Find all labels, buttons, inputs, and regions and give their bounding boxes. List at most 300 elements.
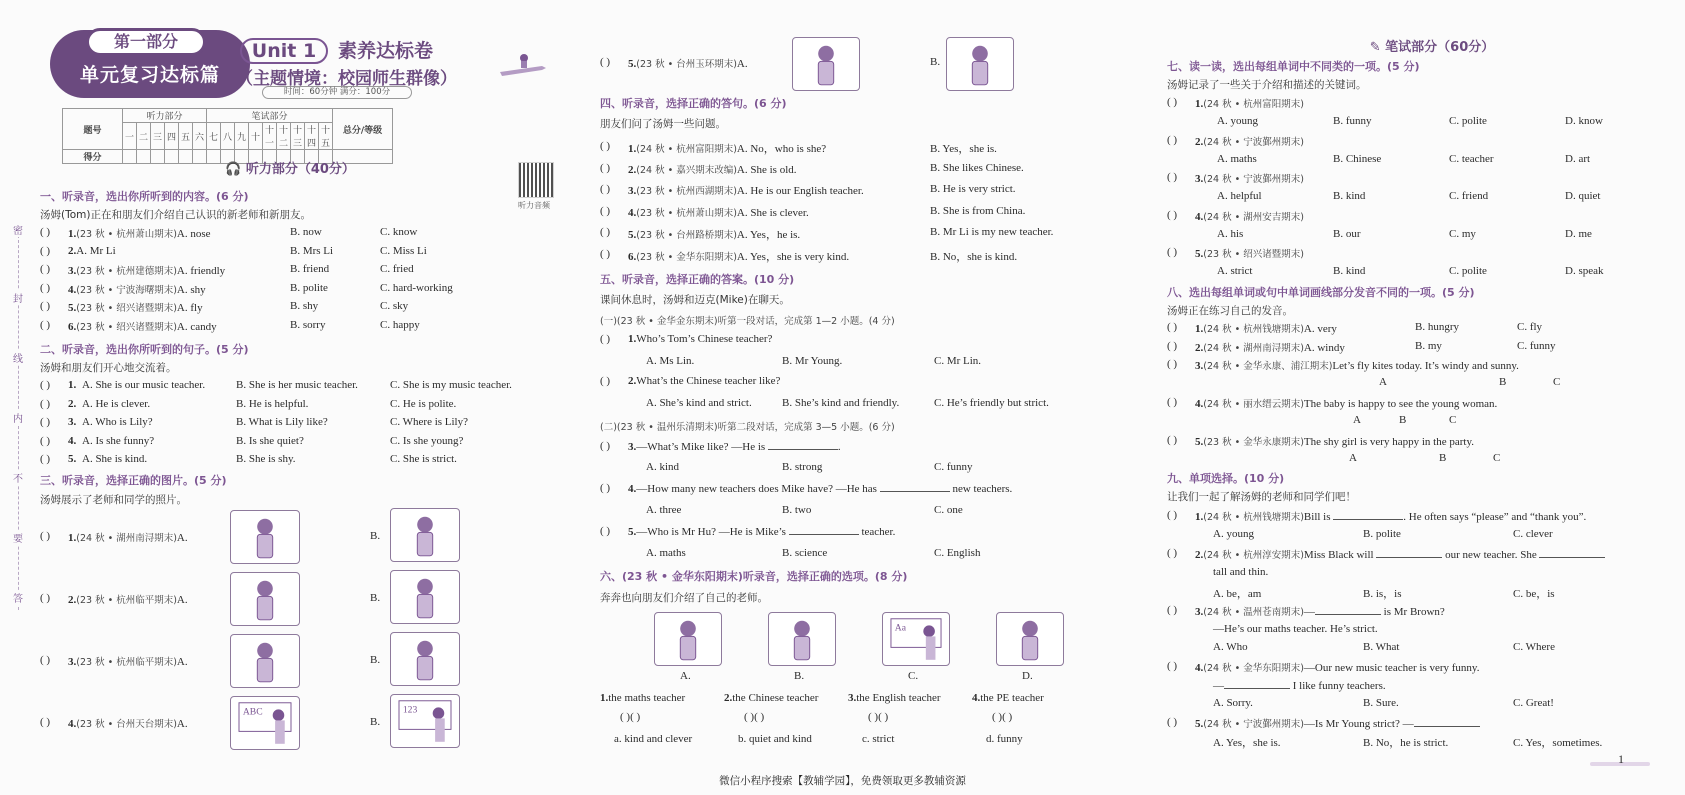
teacher-item <box>972 692 1044 704</box>
section-1-title: 一、听录音，选出你所听到的内容。(6 分) <box>40 190 249 203</box>
item-number: 1. <box>600 692 609 704</box>
answer-blank[interactable]: ( ) <box>1167 547 1178 559</box>
section-4-title: 四、听录音，选择正确的答句。(6 分) <box>600 97 787 110</box>
section-1-intro: 汤姆(Tom)正在和朋友们介绍自己认识的新老师和新朋友。 <box>40 209 311 221</box>
option-a: A. Is she funny? <box>82 434 155 447</box>
question-number: 5. <box>68 453 77 465</box>
option-b: B. Sure. <box>1363 697 1399 709</box>
picture-label: A. <box>680 670 691 682</box>
question-number: 2. <box>1195 342 1204 354</box>
option-b: B. science <box>782 547 828 559</box>
question-number-group <box>628 375 780 387</box>
option-a: A. young <box>1217 115 1258 127</box>
question-number-group <box>628 183 864 197</box>
question-source: (23 秋 • 台州路桥期末) <box>636 230 737 241</box>
two-kids-with-ideas-picture[interactable] <box>230 634 300 688</box>
question-source: (23 秋 • 杭州建德期末) <box>76 266 177 277</box>
marker-a: A <box>1353 414 1361 426</box>
answer-blank[interactable]: ( ) <box>600 333 611 345</box>
question-source: (23 秋 • 台州玉环期末) <box>636 59 737 70</box>
question-source: (24 秋 • 杭州富阳期末) <box>636 144 737 155</box>
question-number: 1. <box>1195 511 1204 523</box>
teacher-abc-blackboard-picture[interactable] <box>230 696 300 750</box>
answer-blank[interactable]: ( ) <box>40 300 51 312</box>
answer-blank[interactable]: ( ) <box>600 375 611 387</box>
answer-blank[interactable]: ( ) <box>1167 246 1178 258</box>
answer-blank[interactable]: ( ) <box>40 434 51 447</box>
question-source: (23 秋 • 绍兴诸暨期末) <box>76 303 177 314</box>
answer-blanks[interactable]: ( )( ) <box>868 711 889 723</box>
question-number: 5. <box>1195 436 1204 448</box>
qr-code[interactable] <box>518 162 554 198</box>
section-2-title: 二、听录音，选出你所听到的句子。(5 分) <box>40 343 249 356</box>
fill-blank[interactable] <box>1333 510 1403 520</box>
option-a[interactable]: A. very <box>1303 323 1337 335</box>
question-text: —Our new music teacher is very funny. <box>1303 662 1480 674</box>
woman-at-board-aa-picture[interactable] <box>882 612 950 666</box>
option-a: A. She is kind. <box>82 453 148 465</box>
answer-blank[interactable]: ( ) <box>1167 96 1178 108</box>
option-b: B. sorry <box>290 318 326 331</box>
answer-blank[interactable]: ( ) <box>600 525 611 537</box>
option-b: B. funny <box>1333 115 1372 127</box>
answer-blank[interactable]: ( ) <box>1167 340 1178 352</box>
option-b: B. No，she is kind. <box>930 250 1018 263</box>
question-source: (24 秋 • 丽水缙云期末) <box>1203 399 1304 410</box>
option-c: C. teacher <box>1449 152 1494 165</box>
option-b-label: B. <box>370 654 381 666</box>
fill-blank[interactable] <box>1315 605 1381 615</box>
teacher-item <box>724 692 818 704</box>
section-5-title: 五、听录音，选择正确的答案。(10 分) <box>600 273 795 286</box>
marker-c: C <box>1493 452 1501 464</box>
fill-blank[interactable] <box>1224 679 1290 689</box>
man-with-glasses-picture[interactable] <box>946 37 1014 91</box>
question-number-group <box>1195 396 1497 410</box>
option-b: B. She’s kind and friendly. <box>782 397 900 409</box>
answer-blank[interactable]: ( ) <box>1167 604 1178 616</box>
question-number-group <box>1195 321 1337 335</box>
option-a: A. Who is Lily? <box>82 416 153 428</box>
option-a[interactable]: A. friendly <box>176 265 226 277</box>
option-b: B. Mr Li is my new teacher. <box>930 226 1054 238</box>
answer-blank[interactable]: ( ) <box>600 140 611 152</box>
question-number-group <box>68 226 211 240</box>
total-header: 总分/等级 <box>333 109 393 150</box>
question-number-group <box>68 716 188 730</box>
option-c: C. English <box>934 547 981 559</box>
answer-blank[interactable]: ( ) <box>1167 396 1178 408</box>
option-b: B. polite <box>1363 528 1401 540</box>
question-number-group <box>628 248 849 264</box>
margin-char: 线 <box>13 350 23 365</box>
question-number-group <box>68 282 206 296</box>
question-number-group <box>1195 358 1519 372</box>
question-number: 2. <box>628 163 637 176</box>
listening-banner <box>140 158 440 176</box>
listening-group-header: 听力部分 <box>123 109 207 123</box>
fill-blank[interactable] <box>789 525 859 535</box>
answer-blank[interactable]: ( ) <box>600 247 611 260</box>
choice-description: c. strict <box>862 733 895 745</box>
answer-blank[interactable]: ( ) <box>40 263 51 275</box>
option-b: B. He is helpful. <box>236 397 309 410</box>
option-c: C. funny <box>1517 340 1556 352</box>
qr-label: 听力音频 <box>518 201 550 210</box>
option-c: C. polite <box>1449 265 1487 277</box>
picture-label: D. <box>1022 670 1033 682</box>
question-number: 3. <box>628 441 637 453</box>
question-text: —How many new teachers does Mike have? —He has <box>636 483 880 495</box>
answer-blank[interactable]: ( ) <box>600 226 611 238</box>
option-a[interactable]: A. She is old. <box>736 163 797 176</box>
question-text: Bill is <box>1303 511 1334 523</box>
option-c: C. Mr Lin. <box>934 355 982 367</box>
question-number-group <box>628 482 1012 495</box>
item-text: the PE teacher <box>980 692 1044 704</box>
question-text: —Who is Mr Hu? —He is Mike’s <box>636 526 789 538</box>
answer-blanks[interactable]: ( )( ) <box>620 711 641 723</box>
answer-blank[interactable]: ( ) <box>1167 171 1178 183</box>
teacher-and-student-bowing-picture[interactable] <box>390 632 460 686</box>
question-number-group <box>68 654 188 668</box>
boy-standing-picture[interactable] <box>768 612 836 666</box>
question-number-group <box>628 525 895 538</box>
question-number: 4. <box>1195 662 1204 674</box>
answer-blank[interactable]: ( ) <box>600 161 611 174</box>
answer-blank[interactable]: ( ) <box>1167 660 1178 672</box>
question-number-group <box>68 379 76 391</box>
question-text: Who’s Tom’s Chinese teacher? <box>636 333 773 345</box>
answer-blank[interactable]: ( ) <box>1167 358 1178 370</box>
kid-on-pencil-icon <box>498 52 548 78</box>
question-source: (23 秋 • 绍兴诸暨期末) <box>76 321 177 333</box>
col-number: 十五 <box>319 123 333 150</box>
option-b: B. What <box>1363 641 1400 653</box>
question-number-group <box>68 245 116 257</box>
question-number-group <box>1195 716 1480 730</box>
option-a[interactable]: A. nose <box>176 228 211 240</box>
question-number: 3. <box>1195 360 1204 372</box>
option-b: B. What is Lily like? <box>236 416 328 428</box>
question-number: 5. <box>628 229 637 241</box>
option-c: C. fly <box>1517 321 1543 333</box>
question-number-group <box>1195 547 1605 561</box>
marker-b: B <box>1399 414 1407 426</box>
option-a[interactable]: A. He is our English teacher. <box>736 185 864 197</box>
option-a: A. strict <box>1217 265 1253 277</box>
question-number: 1. <box>628 143 637 155</box>
option-c: C. my <box>1449 227 1476 240</box>
option-c: C. Where is Lily? <box>390 416 468 428</box>
answer-blank[interactable]: ( ) <box>40 379 51 391</box>
question-number: 4. <box>68 718 77 730</box>
option-b: B. two <box>782 504 812 516</box>
option-b: B. He is very strict. <box>930 183 1016 195</box>
col-number: 四 <box>165 123 179 150</box>
option-c: C. one <box>934 504 963 516</box>
col-number: 五 <box>179 123 193 150</box>
answer-blank[interactable]: ( ) <box>40 226 51 238</box>
sentence: The shy girl is very happy in the party. <box>1303 436 1474 448</box>
answer-blank[interactable]: ( ) <box>600 56 611 68</box>
score-table <box>62 108 393 164</box>
question-source: (24 秋 • 杭州淳安期末) <box>1203 550 1304 561</box>
question-number: 4. <box>1195 398 1204 410</box>
score-cell[interactable] <box>123 150 137 164</box>
question-text-end: new teachers. <box>949 483 1013 495</box>
option-a[interactable]: A. Yes，she is very kind. <box>736 250 850 263</box>
question-number: 4. <box>68 283 77 296</box>
question-source: (23 秋 • 杭州临平期末) <box>76 595 177 606</box>
teacher-123-blackboard-picture[interactable] <box>390 694 460 748</box>
answer-blank[interactable]: ( ) <box>40 318 51 331</box>
fill-blank[interactable] <box>1376 548 1442 558</box>
question-number: 5. <box>1195 718 1204 730</box>
question-number: 6. <box>628 250 637 263</box>
question-source: (24 秋 • 湖州安吉期末) <box>1203 211 1304 223</box>
question-number: 1. <box>68 228 77 240</box>
svg-text:Aa: Aa <box>894 622 907 634</box>
question-source: (24 秋 • 宁波鄞州期末) <box>1203 719 1304 730</box>
option-a-label: A. <box>176 718 188 730</box>
col-number: 三 <box>151 123 165 150</box>
answer-blank[interactable]: ( ) <box>600 482 611 494</box>
pencil-icon: ✎ <box>1369 40 1386 55</box>
question-number: 2. <box>68 244 77 257</box>
question-text-end: teacher. <box>858 526 896 538</box>
question-number-group <box>1195 340 1345 354</box>
teacher-helping-boy-picture[interactable] <box>230 572 300 626</box>
question-number: 6. <box>68 320 77 333</box>
old-man-with-cane-picture[interactable] <box>792 37 860 91</box>
option-a[interactable]: A. windy <box>1303 342 1345 354</box>
column-2 <box>600 0 1120 795</box>
question-source: (24 秋 • 杭州钱塘期末) <box>1203 324 1304 335</box>
option-a[interactable]: A. shy <box>176 283 206 296</box>
response-text: —He’s our maths teacher. He’s strict. <box>1213 623 1378 635</box>
section-8-title: 八、选出每组单词或句中单词画线部分发音不同的一项。(5 分) <box>1167 286 1475 299</box>
answer-blank[interactable]: ( ) <box>40 592 51 604</box>
answer-blank[interactable]: ( ) <box>40 416 51 428</box>
question-number: 4. <box>628 206 637 219</box>
question-text: What’s the Chinese teacher like? <box>636 375 781 387</box>
section-6-title: 六、(23 秋 • 金华东阳期末)听录音，选择正确的选项。(8 分) <box>600 570 908 583</box>
col-number: 十 <box>249 123 263 150</box>
option-a-label: A. <box>176 656 188 668</box>
answer-blank[interactable]: ( ) <box>40 716 51 728</box>
option-b: B. hungry <box>1415 321 1459 333</box>
option-a[interactable]: A. Yes，he is. <box>736 229 801 241</box>
question-text: —What’s Mike like? —He is <box>636 441 768 453</box>
option-a: A. maths <box>646 547 686 559</box>
option-b: B. Chinese <box>1333 152 1382 165</box>
question-number-group <box>1195 434 1474 448</box>
option-b-label: B. <box>930 56 941 68</box>
section-5-part-1: (一)(23 秋 • 金华金东期末)听第一段对话，完成第 1—2 小题。(4 分) <box>600 316 895 327</box>
answer-blanks[interactable]: ( )( ) <box>744 711 765 723</box>
question-number-group <box>1195 604 1445 618</box>
answer-blank[interactable]: ( ) <box>600 440 611 452</box>
question-number-group <box>68 435 76 447</box>
option-d: D. quiet <box>1565 190 1601 202</box>
fill-blank[interactable] <box>880 482 950 492</box>
question-number: 1. <box>68 532 77 544</box>
option-b-label: B. <box>370 716 381 728</box>
col-number: 六 <box>193 123 207 150</box>
answer-blank[interactable]: ( ) <box>600 204 611 217</box>
question-text-end: is Mr Brown? <box>1380 606 1445 618</box>
answer-blank[interactable]: ( ) <box>40 397 51 410</box>
section-3-intro: 汤姆展示了老师和同学的照片。 <box>40 494 187 506</box>
page-subtitle: （主题情境：校园师生群像） <box>236 69 457 89</box>
question-source: (24 秋 • 温州苍南期末) <box>1203 607 1304 618</box>
option-d: D. know <box>1565 115 1603 127</box>
option-b: B. kind <box>1333 265 1366 277</box>
time-score-info: 时间：60分钟 满分：100分 <box>262 86 412 99</box>
fill-blank[interactable] <box>1414 717 1480 727</box>
question-number: 2. <box>1195 135 1204 148</box>
option-a: A. young <box>1213 528 1254 540</box>
question-source: (24 秋 • 嘉兴期末改编) <box>636 164 737 176</box>
option-b: B. She is from China. <box>930 204 1026 217</box>
question-number-group <box>628 56 748 70</box>
option-a[interactable]: A. fly <box>176 302 203 314</box>
option-a-label: A. <box>176 594 188 606</box>
answer-blank[interactable]: ( ) <box>40 244 51 257</box>
question-text: — <box>1303 606 1315 618</box>
headphones-icon: 🎧 <box>225 162 246 177</box>
question-source: (23 秋 • 绍兴诸暨期末) <box>1203 249 1304 260</box>
answer-blank[interactable]: ( ) <box>40 281 51 294</box>
question-text-end: tall and thin. <box>1213 566 1269 578</box>
answer-blank[interactable]: ( ) <box>40 453 51 465</box>
response-dash: — <box>1213 680 1224 692</box>
score-row-label: 得分 <box>63 150 123 164</box>
section-5-part-2: (二)(23 秋 • 温州乐清期末)听第二段对话，完成第 3—5 小题。(6 分) <box>600 422 895 433</box>
option-a[interactable]: A. She is clever. <box>736 206 809 219</box>
score-row-label: 题号 <box>63 109 123 150</box>
man-with-book-waving-picture[interactable] <box>654 612 722 666</box>
option-a[interactable]: A. Mr Li <box>76 244 116 257</box>
option-a-label: A. <box>736 58 748 70</box>
answer-blank[interactable]: ( ) <box>1167 509 1178 521</box>
option-a[interactable]: A. No，who is she? <box>736 143 827 155</box>
answer-blank[interactable]: ( ) <box>40 654 51 666</box>
option-d: D. speak <box>1565 265 1604 277</box>
option-b: B. She is shy. <box>236 453 296 465</box>
option-c: C. be，is <box>1513 588 1555 600</box>
option-a: A. She is our music teacher. <box>82 379 206 391</box>
response-group <box>1213 679 1386 692</box>
answer-blanks[interactable]: ( )( ) <box>992 711 1013 723</box>
option-c: C. know <box>380 226 418 238</box>
part-badge <box>50 30 250 98</box>
question-number: 3. <box>628 185 637 197</box>
question-number-group <box>68 530 188 544</box>
option-b: B. strong <box>782 461 823 473</box>
answer-blank[interactable]: ( ) <box>600 183 611 195</box>
question-source: (23 秋 • 杭州萧山期末) <box>76 229 177 240</box>
sentence: Let’s fly kites today. It’s windy and sunny. <box>1332 360 1519 372</box>
question-text: —Is Mr Young strict? — <box>1303 718 1414 730</box>
old-man-with-cane-picture[interactable] <box>230 510 300 564</box>
woman-with-pointer-picture[interactable] <box>996 612 1064 666</box>
item-number: 2. <box>724 692 733 704</box>
writing-group-header: 笔试部分 <box>207 109 333 123</box>
question-number-group <box>1195 660 1479 674</box>
answer-blank[interactable]: ( ) <box>1167 133 1178 146</box>
question-number-group <box>68 300 203 314</box>
marker-b: B <box>1439 452 1447 464</box>
answer-blank[interactable]: ( ) <box>1167 434 1178 446</box>
question-number-group <box>68 398 76 410</box>
option-a: A. Ms Lin. <box>646 355 695 367</box>
question-text-end: . He often says “please” and “thank you”. <box>1403 511 1587 523</box>
question-number-group <box>628 140 826 156</box>
section-9-intro: 让我们一起了解汤姆的老师和同学们吧！ <box>1167 491 1356 503</box>
option-a: A. helpful <box>1217 190 1262 202</box>
question-source: (23 秋 • 宁波海曙期末) <box>76 284 177 296</box>
question-number: 3. <box>1195 173 1204 185</box>
question-text: Miss Black will <box>1303 549 1377 561</box>
option-b: B. shy <box>290 300 319 312</box>
option-c: C. Miss Li <box>380 244 427 257</box>
option-c: C. hard-working <box>380 281 453 294</box>
question-source: (24 秋 • 湖州南浔期末) <box>76 533 177 544</box>
answer-blank[interactable]: ( ) <box>1167 208 1178 221</box>
question-number-group <box>1195 134 1304 148</box>
option-b: B. Mr Young. <box>782 355 843 367</box>
fill-blank[interactable] <box>1539 548 1605 558</box>
option-b: B. She likes Chinese. <box>930 161 1024 174</box>
answer-blank[interactable]: ( ) <box>40 530 51 542</box>
badge-top: 第一部分 <box>86 28 206 56</box>
column-1 <box>40 0 560 795</box>
footer-promo: 微信小程序搜索【教辅学园】，免费领取更多教辅资源 <box>719 775 966 787</box>
option-a[interactable]: A. candy <box>176 320 217 333</box>
item-text: the maths teacher <box>608 692 686 704</box>
question-number-group <box>628 162 797 176</box>
option-b: B. Mrs Li <box>290 244 334 257</box>
option-a: A. He is clever. <box>82 397 151 410</box>
section-2-intro: 汤姆和朋友们开心地交流着。 <box>40 362 177 374</box>
writing-banner-label: 笔试部分（60分） <box>1385 40 1495 55</box>
margin-char: 答 <box>13 590 23 605</box>
item-text: the Chinese teacher <box>732 692 819 704</box>
answer-blank[interactable]: ( ) <box>1167 321 1178 333</box>
col-number: 一 <box>123 123 137 150</box>
young-man-with-tie-picture[interactable] <box>390 508 460 562</box>
option-b: B. Is she quiet? <box>236 434 304 447</box>
answer-blank[interactable]: ( ) <box>1167 716 1178 728</box>
question-number: 4. <box>1195 210 1204 223</box>
question-number: 2. <box>1195 549 1204 561</box>
question-source: (24 秋 • 金华东阳期末) <box>1203 663 1304 674</box>
sentence: The baby is happy to see the young woman. <box>1303 398 1498 410</box>
option-a: A. be，am <box>1213 588 1262 600</box>
question-source: (23 秋 • 台州天台期末) <box>76 719 177 730</box>
option-c: C. happy <box>380 318 420 331</box>
question-source: (24 秋 • 杭州钱塘期末) <box>1203 512 1304 523</box>
question-source: (23 秋 • 杭州西湖期末) <box>636 186 737 197</box>
question-number-group <box>1195 209 1304 223</box>
teacher-reading-with-boy-picture[interactable] <box>390 570 460 624</box>
teacher-item <box>600 692 685 704</box>
question-number-group <box>628 226 800 242</box>
fill-blank[interactable] <box>768 440 838 450</box>
question-number-group <box>1195 246 1304 260</box>
